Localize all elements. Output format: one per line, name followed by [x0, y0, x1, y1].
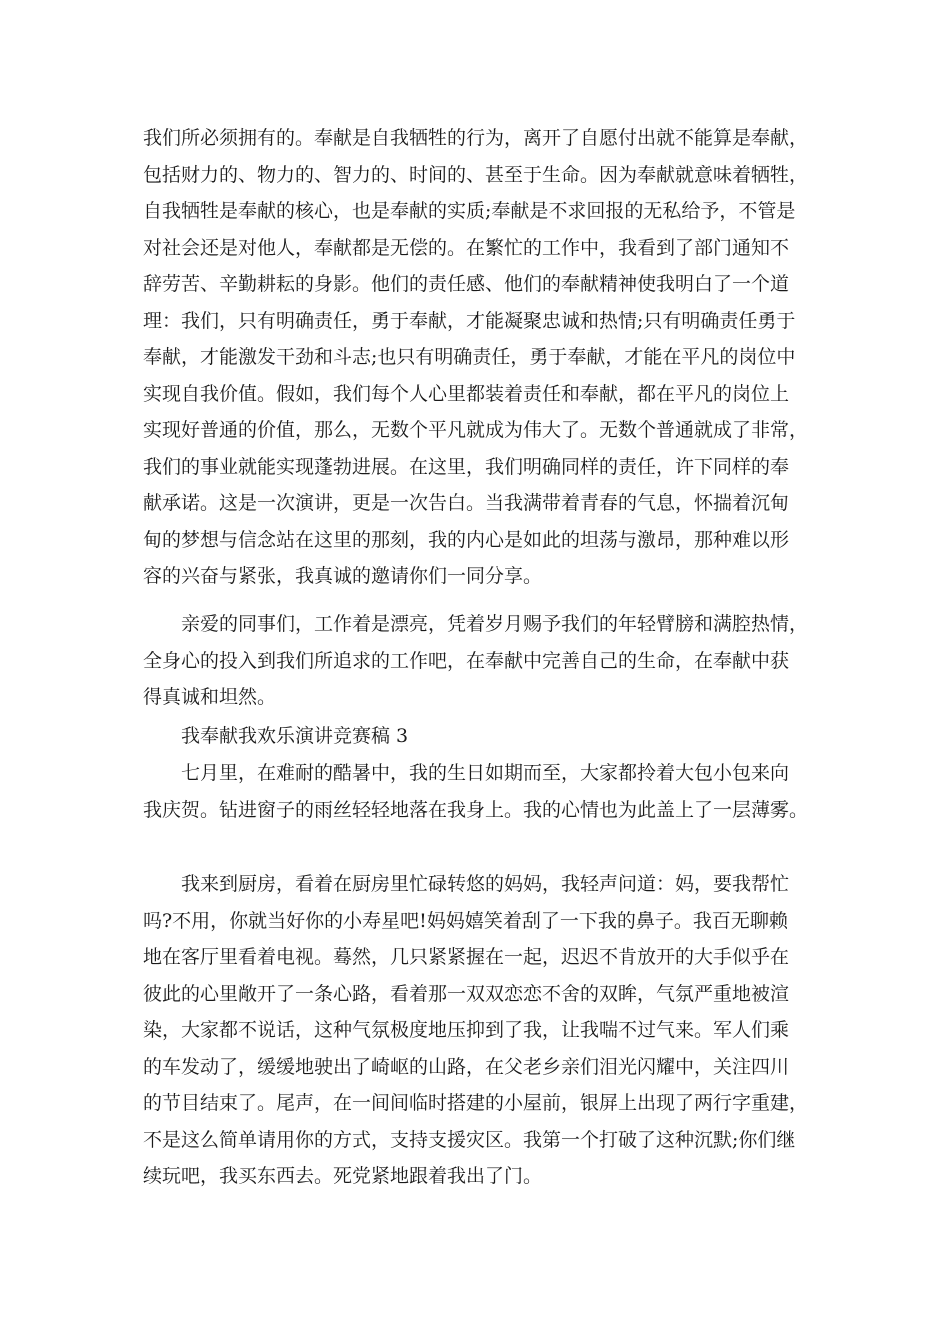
text-line: 容的兴奋与紧张，我真诚的邀请你们一同分享。: [143, 565, 543, 587]
text-line: 辞劳苦、辛勤耕耘的身影。他们的责任感、他们的奉献精神使我明白了一个道: [143, 273, 790, 295]
text-line: 续玩吧，我买东西去。死党紧地跟着我出了门。: [143, 1165, 543, 1187]
text-line: 地在客厅里看着电视。蓦然，几只紧紧握在一起，迟迟不肯放开的大手似乎在: [143, 946, 790, 968]
text-line: 理：我们，只有明确责任，勇于奉献，才能凝聚忠诚和热情;只有明确责任勇于: [143, 309, 796, 332]
text-line: 的节目结束了。尾声，在一间间临时搭建的小屋前，银屏上出现了两行字重建，: [143, 1092, 809, 1114]
text-line: 实现好普通的价值，那么，无数个平凡就成为伟大了。无数个普通就成了非常，: [143, 419, 809, 441]
text-line: 奉献，才能激发干劲和斗志;也只有明确责任，勇于奉献，才能在平凡的岗位中: [143, 346, 796, 368]
section-heading: [143, 718, 813, 755]
text-line: 我们的事业就能实现蓬勃进展。在这里，我们明确同样的责任，许下同样的奉: [143, 455, 790, 478]
text-line: 的车发动了，缓缓地驶出了崎岖的山路，在父老乡亲们泪光闪耀中，关注四川: [143, 1055, 790, 1078]
text-line: 对社会还是对他人，奉献都是无偿的。在繁忙的工作中，我看到了部门通知不: [143, 236, 790, 259]
text-line: 自我牺牲是奉献的核心，也是奉献的实质;奉献是不求回报的无私给予，不管是: [143, 200, 796, 222]
text-line: 甸的梦想与信念站在这里的那刻，我的内心是如此的坦荡与激昂，那种难以形: [143, 528, 790, 551]
text-line: 我们所必须拥有的。奉献是自我牺牲的行为，离开了自愿付出就不能算是奉献，: [143, 127, 809, 149]
text-line: 七月里，在难耐的酷暑中，我的生日如期而至，大家都拎着大包小包来向: [143, 762, 790, 784]
paragraph-2: [143, 606, 813, 716]
text-line: 亲爱的同事们，工作着是漂亮，凭着岁月赐予我们的年轻臂膀和满腔热情，: [143, 613, 809, 635]
text-line: 染，大家都不说话，这种气氛极度地压抑到了我，让我喘不过气来。军人们乘: [143, 1019, 790, 1041]
text-line: 我来到厨房，看着在厨房里忙碌转悠的妈妈，我轻声问道：妈，要我帮忙: [143, 873, 790, 895]
text-line: 全身心的投入到我们所追求的工作吧，在奉献中完善自己的生命，在奉献中获: [143, 649, 790, 672]
paragraph-5: [143, 866, 813, 1195]
text-line: 我庆贺。钻进窗子的雨丝轻轻地落在我身上。我的心情也为此盖上了一层薄雾。: [143, 798, 809, 821]
text-line: 献承诺。这是一次演讲，更是一次告白。当我满带着青春的气息，怀揣着沉甸: [143, 492, 790, 514]
paragraph-4: [143, 755, 813, 828]
text-line: 实现自我价值。假如，我们每个人心里都装着责任和奉献，都在平凡的岗位上: [143, 382, 790, 405]
paragraph-1: [143, 120, 813, 595]
text-line: 包括财力的、物力的、智力的、时间的、甚至于生命。因为奉献就意味着牺牲，: [143, 163, 809, 186]
text-line: 吗?不用，你就当好你的小寿星吧!妈妈嬉笑着刮了一下我的鼻子。我百无聊赖: [143, 909, 788, 932]
text-line: 不是这么简单请用你的方式，支持支援灾区。我第一个打破了这种沉默;你们继: [143, 1128, 796, 1151]
text-line: 得真诚和坦然。: [143, 686, 277, 708]
text-line: 彼此的心里敞开了一条心路，看着那一双双恋恋不舍的双眸，气氛严重地被渲: [143, 982, 790, 1005]
heading-line: 我奉献我欢乐演讲竞赛稿 3: [143, 725, 409, 747]
